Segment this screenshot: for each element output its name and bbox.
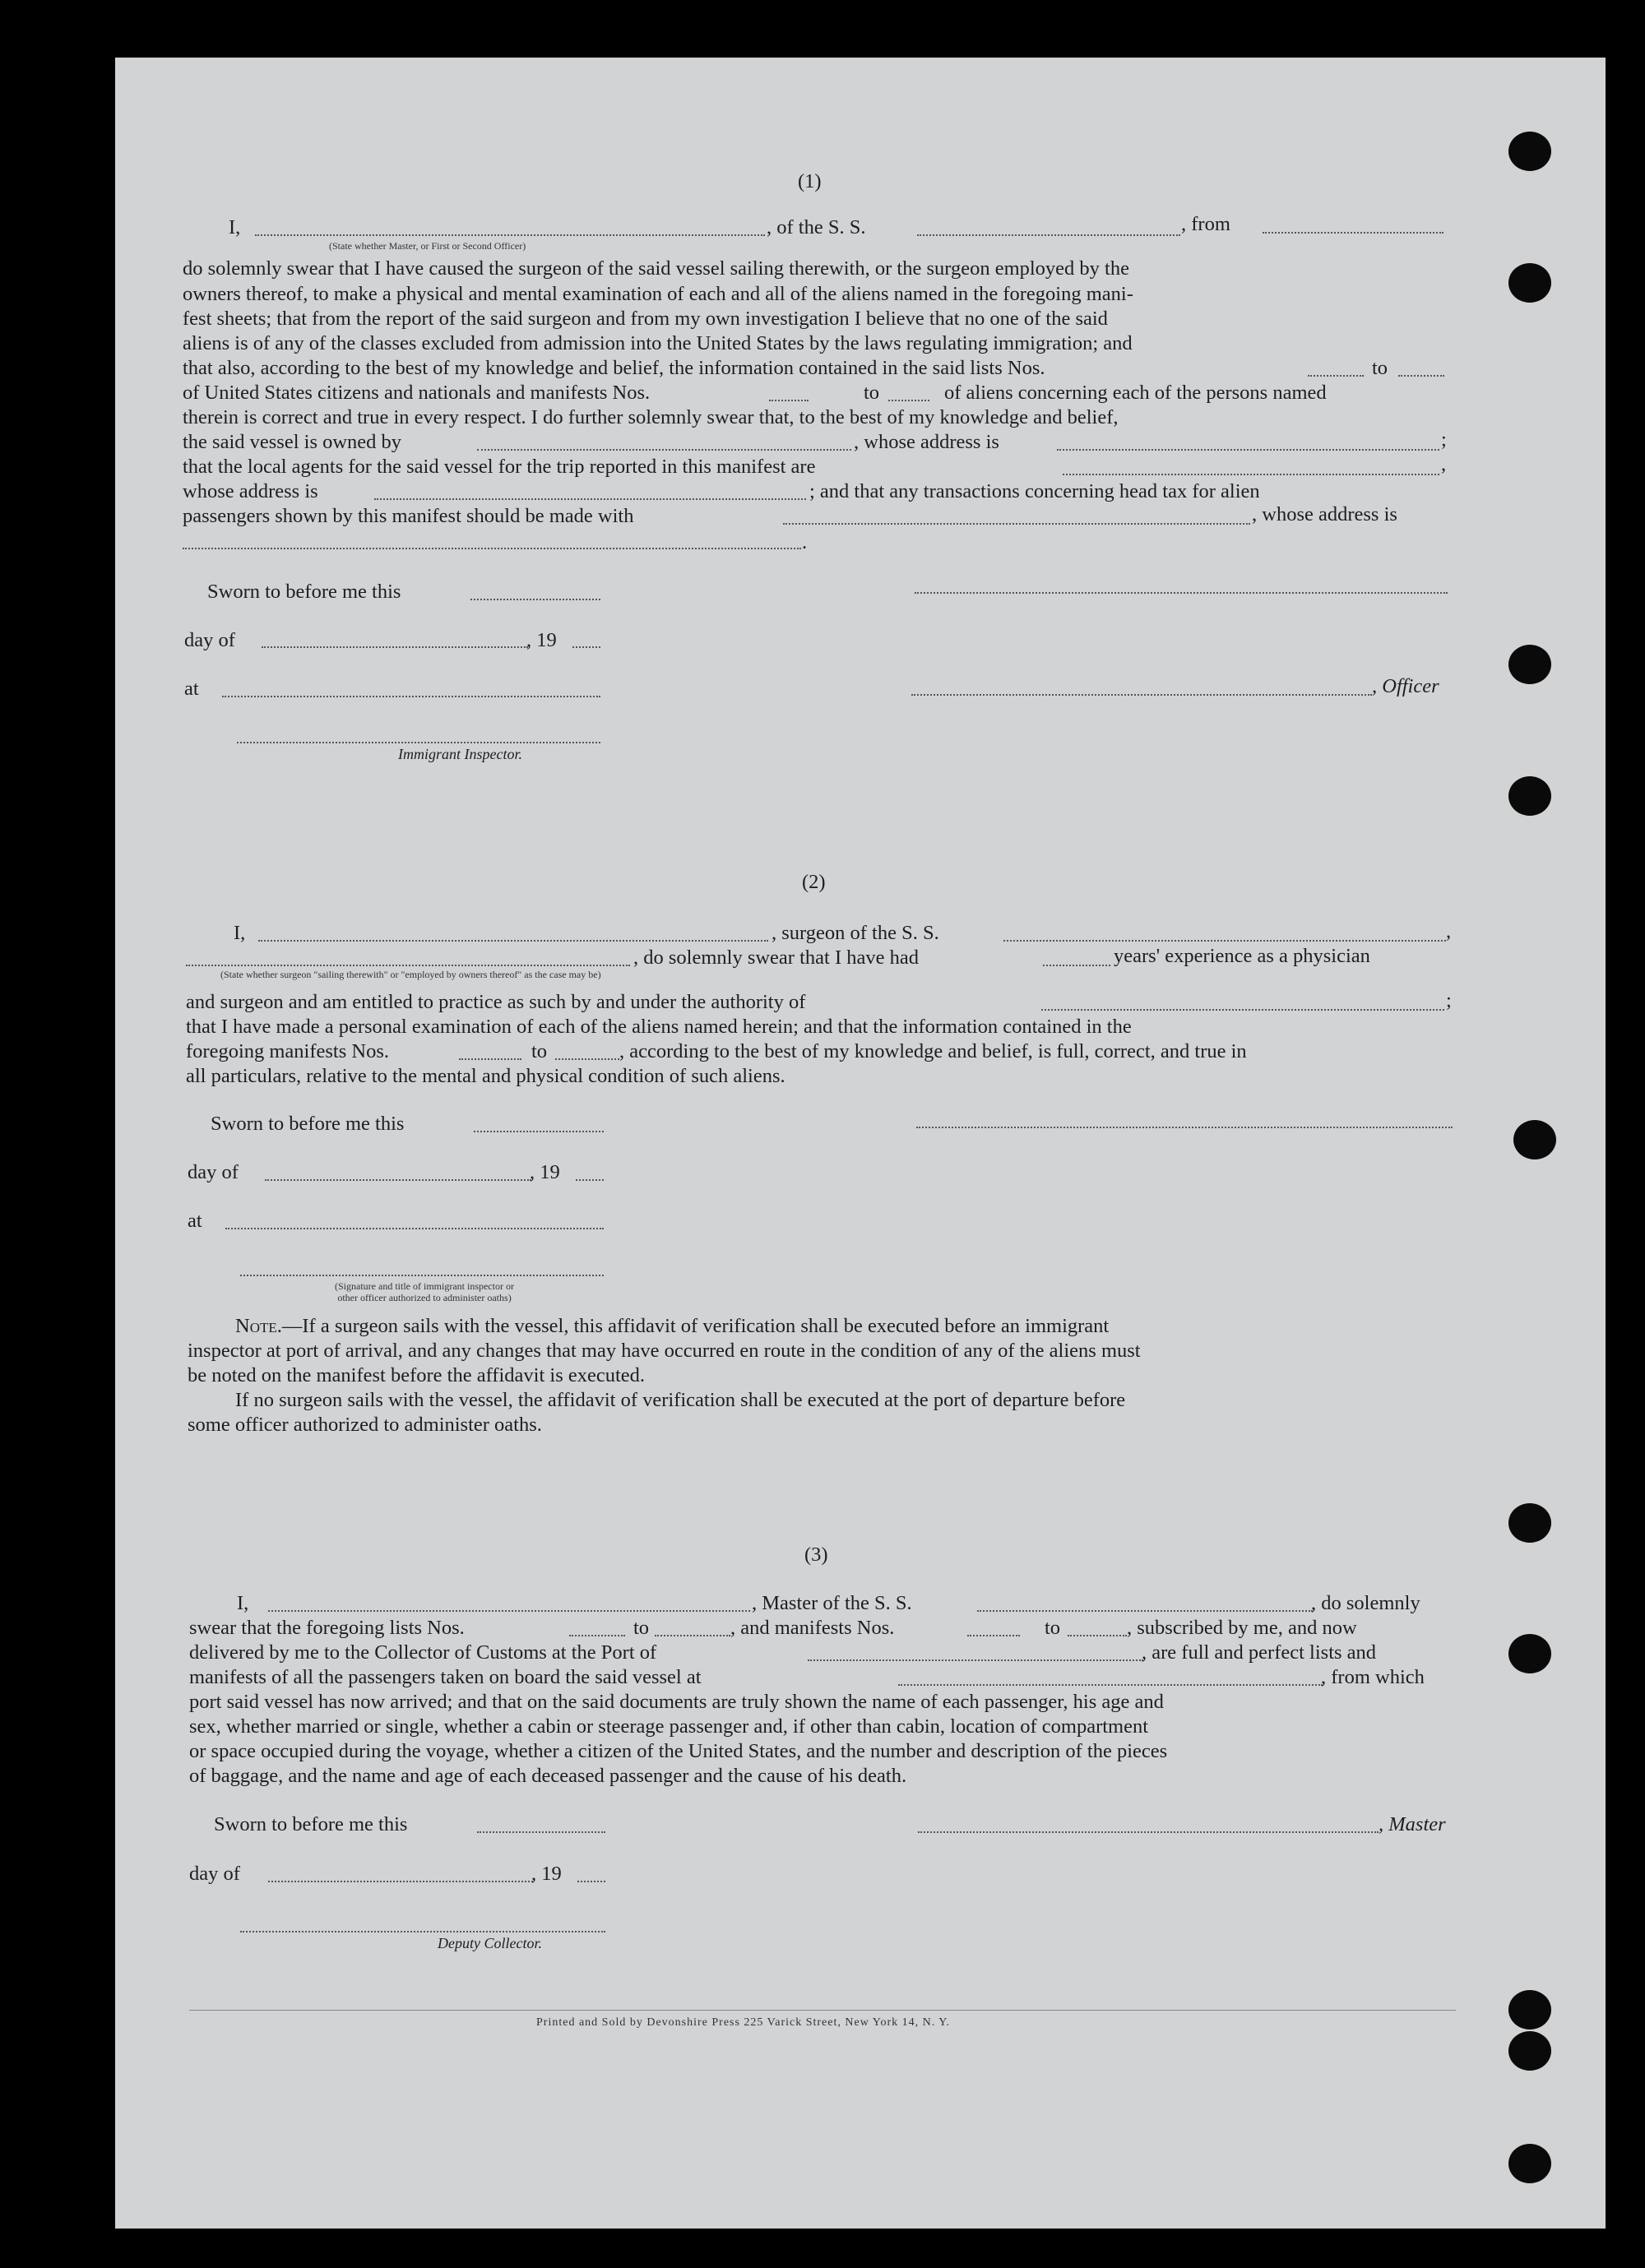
sec1-officer-note: (State whether Master, or First or Second Officer)	[329, 240, 526, 252]
binder-hole	[1508, 2031, 1551, 2071]
sec2-day-of: day of	[188, 1161, 239, 1183]
sec3-line-2-to-2: to	[1045, 1617, 1061, 1639]
sec2-line-2: that I have made a personal examination of each of the aliens named herein; and that the information contained in the	[186, 1016, 1132, 1038]
sec2-manifests-from-blank	[459, 1058, 521, 1060]
sec1-agents-blank	[1063, 474, 1439, 475]
sec1-from-blank	[1263, 232, 1443, 234]
sec2-line-3-to: to	[531, 1040, 548, 1062]
sec1-i: I,	[229, 216, 241, 238]
sec2-years-blank	[1043, 965, 1110, 966]
note-label: Note.	[235, 1315, 282, 1337]
sec1-line-8: the said vessel is owned by	[183, 431, 402, 453]
sec3-i: I,	[237, 1592, 249, 1614]
section-1-number: (1)	[798, 170, 822, 192]
sec2-sig-note-2: other officer authorized to administer oaths)	[337, 1292, 512, 1303]
sec1-headtax-address-blank	[183, 548, 801, 549]
sec1-day-blank	[262, 646, 528, 648]
sec3-deputy: Deputy Collector.	[438, 1935, 542, 1951]
sec3-name-blank	[268, 1610, 750, 1612]
sec1-line-12: .	[802, 531, 808, 553]
sec1-line-3: fest sheets; that from the report of the said surgeon and from my own investigation I believe that no one of the said	[183, 308, 1108, 330]
sec3-day-blank	[268, 1881, 533, 1882]
sec2-surgeon-of: , surgeon of the S. S.	[772, 922, 939, 944]
sec3-year-blank	[577, 1881, 605, 1882]
sec3-line-2-end: , subscribed by me, and now	[1127, 1617, 1357, 1639]
sec1-line-5-to: to	[1372, 357, 1388, 379]
sec3-master-of: , Master of the S. S.	[752, 1592, 912, 1614]
sec1-nineteen: , 19	[526, 629, 557, 651]
sec1-manifests-from-blank	[769, 400, 809, 401]
sec1-of-ss: , of the S. S.	[767, 216, 866, 238]
sec3-master-sig-blank	[918, 1831, 1379, 1833]
binder-hole	[1508, 645, 1551, 684]
sec1-line-8-address: , whose address is	[854, 431, 999, 453]
sec2-day-blank	[265, 1179, 531, 1181]
sec2-years: years' experience as a physician	[1114, 945, 1370, 967]
sec1-at: at	[184, 678, 199, 700]
sec2-ship-blank	[1003, 940, 1446, 942]
footer-printer: Printed and Sold by Devonshire Press 225 Varick Street, New York 14, N. Y.	[536, 2016, 951, 2029]
sec3-boarding-blank	[898, 1684, 1323, 1686]
sec1-line-9-end: ,	[1441, 453, 1447, 475]
sec2-name-blank	[258, 940, 768, 942]
binder-hole	[1508, 1503, 1551, 1543]
sec3-do-solemnly: , do solemnly	[1311, 1592, 1420, 1614]
sec2-at: at	[188, 1210, 202, 1232]
sec3-line-8: of baggage, and the name and age of each deceased passenger and the cause of his death.	[189, 1765, 907, 1787]
sec3-manifests-to-blank	[1068, 1635, 1127, 1636]
sec1-line-10-end: ; and that any transactions concerning head tax for alien	[809, 480, 1260, 502]
sec2-line-3-end: , according to the best of my knowledge and belief, is full, correct, and true in	[619, 1040, 1247, 1062]
sec3-line-2-to: to	[633, 1617, 650, 1639]
sec1-line-5: that also, according to the best of my knowledge and belief, the information contained in the said lists Nos.	[183, 357, 1045, 379]
sec2-at-blank	[225, 1228, 604, 1229]
sec3-line-4-end: , from which	[1321, 1666, 1425, 1688]
sec3-line-3-end: , are full and perfect lists and	[1142, 1641, 1377, 1664]
binder-hole	[1508, 132, 1551, 171]
sec1-line-6-to: to	[864, 382, 880, 404]
sec2-year-blank	[576, 1179, 604, 1181]
sec1-at-blank	[222, 696, 600, 697]
sec1-inspector: Immigrant Inspector.	[398, 746, 522, 762]
sec2-type-note: (State whether surgeon "sailing therewith" or "employed by owners thereof" as the case may be)	[220, 969, 601, 980]
sec1-lists-from-blank	[1308, 375, 1364, 377]
sec1-manifests-to-blank	[888, 400, 929, 401]
sec3-line-2-manifests: , and manifests Nos.	[730, 1617, 895, 1639]
sec3-line-2: swear that the foregoing lists Nos.	[189, 1617, 465, 1639]
sec3-line-7: or space occupied during the voyage, whether a citizen of the United States, and the number and description of the pieces	[189, 1740, 1168, 1762]
sec1-line-10: whose address is	[183, 480, 318, 502]
note-line-1	[235, 1314, 1109, 1339]
sec1-sworn: Sworn to before me this	[207, 581, 401, 603]
sec1-year-blank	[572, 646, 600, 648]
sec3-lists-to-blank	[655, 1635, 730, 1636]
sec2-sworn-blank	[474, 1131, 604, 1132]
sec1-owner-blank	[477, 449, 851, 451]
sec3-line-4: manifests of all the passengers taken on board the said vessel at	[189, 1666, 702, 1688]
binder-hole	[1508, 1990, 1551, 2030]
sec3-deputy-blank	[240, 1931, 605, 1932]
note-line-3: be noted on the manifest before the affidavit is executed.	[188, 1364, 646, 1386]
sec1-line-11: passengers shown by this manifest should be made with	[183, 505, 634, 527]
sec3-lists-from-blank	[569, 1635, 625, 1636]
sec1-line-6: of United States citizens and nationals and manifests Nos.	[183, 382, 651, 404]
sec1-from: , from	[1181, 213, 1230, 235]
sec2-sworn: Sworn to before me this	[211, 1113, 405, 1135]
sec2-i: I,	[234, 922, 246, 944]
sec2-line-3: foregoing manifests Nos.	[186, 1040, 389, 1062]
sec1-line-4: aliens is of any of the classes excluded from admission into the United States by the laws regulating immigration; and	[183, 332, 1133, 354]
sec1-owner-address-blank	[1057, 449, 1439, 451]
section-3-number: (3)	[804, 1544, 828, 1566]
sec1-officer-blank	[255, 234, 765, 236]
note-line-2: inspector at port of arrival, and any changes that may have occurred en route in the condition of any of the aliens must	[188, 1340, 1141, 1362]
sec1-line-11-end: , whose address is	[1252, 503, 1397, 525]
sec1-officer: , Officer	[1372, 675, 1439, 697]
sec1-inspector-blank	[237, 742, 600, 743]
sec3-day-of: day of	[189, 1863, 240, 1885]
sec2-signature-blank	[916, 1127, 1453, 1128]
binder-hole	[1508, 1634, 1551, 1673]
section-2-number: (2)	[802, 871, 826, 893]
sec1-ship-blank	[917, 234, 1180, 236]
sec1-line-9: that the local agents for the said vessel for the trip reported in this manifest are	[183, 456, 816, 478]
sec3-line-6: sex, whether married or single, whether a cabin or steerage passenger and, if other than cabin, location of compartment	[189, 1715, 1149, 1738]
sec3-sworn-blank	[477, 1831, 605, 1833]
sec1-day-of: day of	[184, 629, 235, 651]
sec1-lists-to-blank	[1398, 375, 1444, 377]
sec2-manifests-to-blank	[555, 1058, 619, 1060]
sec3-ship-blank	[977, 1610, 1313, 1612]
sec2-line-1: and surgeon and am entitled to practice as such by and under the authority of	[186, 991, 806, 1013]
sec1-officer-sig-blank	[911, 694, 1372, 696]
sec2-authority-blank	[1041, 1009, 1444, 1011]
sec1-sworn-blank	[470, 599, 600, 600]
sec3-master: , Master	[1379, 1813, 1446, 1835]
sec2-sig-note-1: (Signature and title of immigrant inspector or	[335, 1280, 514, 1292]
sec1-headtax-blank	[783, 523, 1250, 525]
sec2-type-blank	[186, 965, 630, 966]
sec1-line-7: therein is correct and true in every respect. I do further solemnly swear that, to the best of my knowledge and belief,	[183, 406, 1119, 428]
note-line-5: some officer authorized to administer oaths.	[188, 1414, 542, 1436]
sec2-line-4: all particulars, relative to the mental and physical condition of such aliens.	[186, 1065, 785, 1087]
binder-hole	[1508, 776, 1551, 816]
sec3-nineteen: , 19	[531, 1863, 562, 1885]
binder-hole	[1508, 2144, 1551, 2183]
sec3-line-5: port said vessel has now arrived; and that on the said documents are truly shown the name of each passenger, his age and	[189, 1691, 1164, 1713]
sec2-swear: , do solemnly swear that I have had	[633, 947, 919, 969]
sec1-line-1: do solemnly swear that I have caused the surgeon of the said vessel sailing therewith, or the surgeon employed by the	[183, 257, 1129, 280]
sec2-line-1-end: ;	[1446, 989, 1452, 1011]
sec3-line-3: delivered by me to the Collector of Customs at the Port of	[189, 1641, 657, 1664]
binder-hole	[1513, 1120, 1556, 1159]
sec1-signature-blank	[915, 592, 1448, 594]
sec1-line-2: owners thereof, to make a physical and mental examination of each and all of the aliens named in the foregoing mani-	[183, 283, 1133, 305]
note-line-4: If no surgeon sails with the vessel, the affidavit of verification shall be executed at the port of departure before	[235, 1389, 1126, 1411]
sec1-line-8-end: ;	[1441, 428, 1447, 451]
sec3-port-blank	[808, 1659, 1143, 1661]
sec2-inspector-blank	[240, 1275, 604, 1276]
sec1-agents-address-blank	[374, 498, 806, 500]
sec3-manifests-from-blank	[967, 1635, 1020, 1636]
sec2-nineteen: , 19	[530, 1161, 560, 1183]
sec3-sworn: Sworn to before me this	[214, 1813, 408, 1835]
footer-rule	[189, 2010, 1456, 2011]
sec2-comma: ,	[1446, 920, 1452, 942]
binder-hole	[1508, 263, 1551, 303]
sec1-line-6-end: of aliens concerning each of the persons named	[944, 382, 1327, 404]
note-text-1: —If a surgeon sails with the vessel, this affidavit of verification shall be executed before an immigrant	[281, 1315, 1110, 1337]
